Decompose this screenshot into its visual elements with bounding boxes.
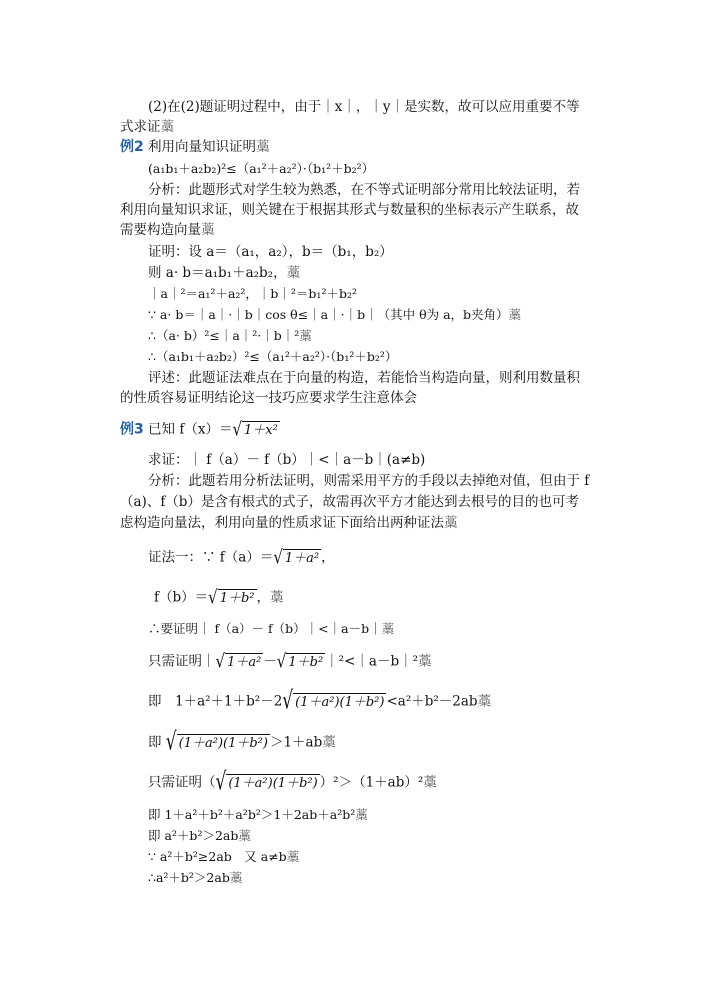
example-2-heading: 例2 利用向量知识证明藁 [120,139,270,155]
text-line: 式求证藁 [120,119,174,135]
proof-line: ∴（a₁b₁＋a₂b₂）²≤（a₁²＋a₂²）·（b₁²＋b₂²） [148,349,398,364]
text-line: 求证：｜ f（a）－ f（b）｜<｜a－b｜(a≠b) [148,452,426,468]
proof-line: 即 √ (1＋a²)(1＋b²) ＞1＋ab藁 [148,727,336,757]
proof-line: 即 a²＋b²＞2ab藁 [148,828,251,843]
proof-line: ∴要证明｜ f（a）－ f（b）｜<｜a－b｜藁 [148,621,395,636]
text-line: 虑构造向量法，利用向量的性质求证下面给出两种证法藁 [120,515,458,531]
proof-line: 证法一：∵ f（a）＝√ 1＋a² ， [148,545,335,569]
text-line: 分析：此题若用分析法证明，则需采用平方的手段以去掉绝对值，但由于 f [148,473,590,489]
text-line: 的性质容易证明结论这一技巧应要求学生注意体会 [120,390,417,406]
proof-line: f（b）＝√ 1＋b² ，藁 [154,585,284,609]
proof-line: 证明：设 a＝（a₁，a₂），b＝（b₁，b₂） [148,244,393,260]
text-line: 分析：此题形式对学生较为熟悉，在不等式证明部分常用比较法证明，若 [148,182,580,198]
sqrt-expression: √ 1＋b² [208,585,255,609]
proof-line: ｜a｜²＝a₁²＋a₂²，｜b｜²＝b₁²＋b₂² [148,286,357,301]
proof-line: 只需证明（√ (1＋a²)(1＋b²) ）²＞（1＋ab）²藁 [148,767,437,797]
text-line: 评述：此题证法难点在于向量的构造，若能恰当构造向量，则利用数量积 [148,370,580,386]
sqrt-expression: √ (1＋a²)(1＋b²) [165,727,268,757]
sqrt-expression: √ 1＋a² [273,545,320,569]
sqrt-expression: √ (1＋a²)(1＋b²) [282,686,385,716]
formula-line: (a₁b₁＋a₂b₂)²≤（a₁²＋a₂²）·（b₁²＋b₂²） [148,161,375,176]
sqrt-expression: √ 1＋b² [276,649,324,673]
text-line: 利用向量知识求证，则关键在于根据其形式与数量积的坐标表示产生联系，故 [120,202,579,218]
example-3-heading: 例3 已知 f（x）＝√ 1＋x² [120,417,278,441]
text-line: （a)、f（b）是含有根式的式子，故需再次平方才能达到去根号的目的也可考 [120,494,579,510]
proof-line: ∴（a· b）²≤｜a｜²·｜b｜²藁 [148,328,312,343]
proof-line: ∵ a²＋b²≥2ab 又 a≠b藁 [148,849,300,864]
text-line: (2)在(2)题证明过程中，由于｜x｜，｜y｜是实数，故可以应用重要不等 [148,99,580,115]
proof-line: 即 1＋a²＋b²＋a²b²＞1＋2ab＋a²b²藁 [148,807,368,822]
proof-line: ∵ a· b＝｜a｜·｜b｜cos θ≤｜a｜·｜b｜（其中 θ为 a，b夹角）藁 [148,307,522,322]
proof-line: 只需证明｜√ 1＋a² －√ 1＋b² ｜²<｜a－b｜²藁 [148,649,432,673]
text-line: 需要构造向量藁 [120,222,215,238]
sqrt-expression: √ 1＋x² [232,417,278,441]
sqrt-expression: √ (1＋a²)(1＋b²) [215,767,318,797]
marker-glyph: 藁 [160,119,174,135]
sqrt-expression: √ 1＋a² [215,649,262,673]
proof-line: 则 a· b＝a₁b₁＋a₂b₂，藁 [148,265,301,281]
proof-line: 即 1＋a²＋1＋b²－2√ (1＋a²)(1＋b²) <a²＋b²－2ab藁 [148,686,492,716]
proof-line: ∴a²＋b²＞2ab藁 [148,870,243,885]
